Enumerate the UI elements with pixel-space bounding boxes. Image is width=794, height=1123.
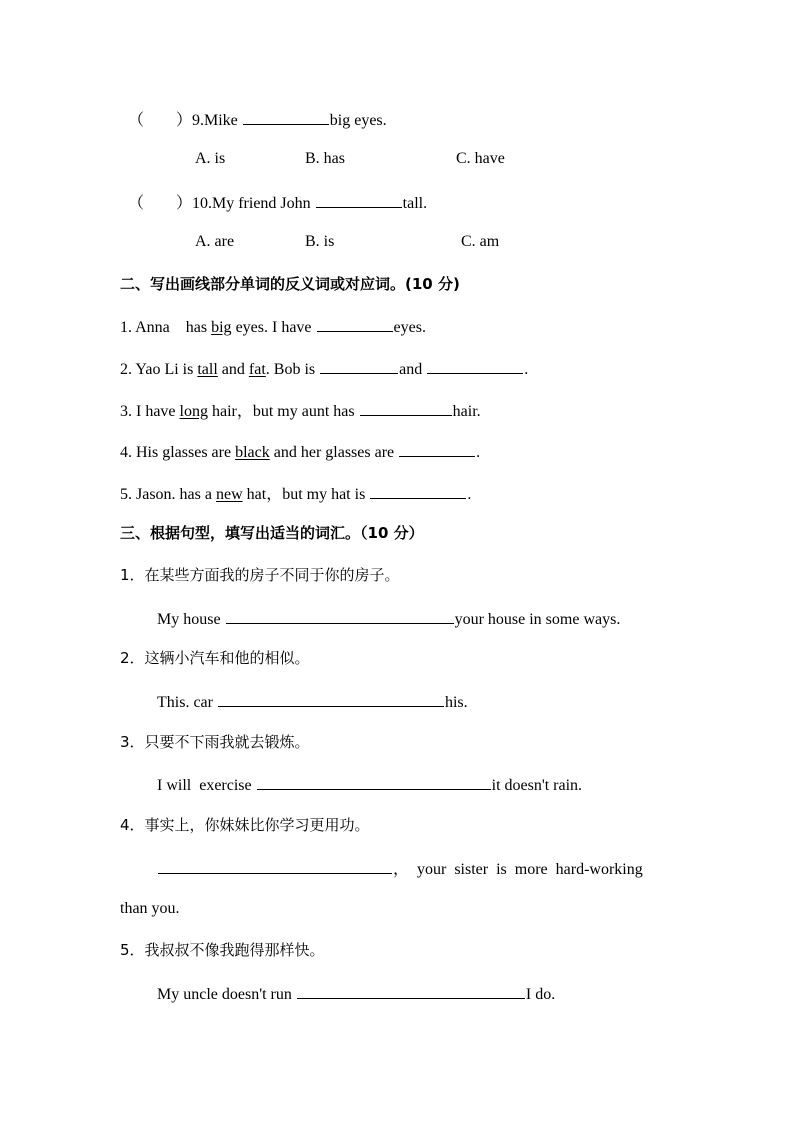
answer-blank[interactable] bbox=[243, 108, 329, 125]
question-text: big eyes. bbox=[329, 112, 387, 129]
section-2-item-3: 3. I have long hair，but my aunt has hair. bbox=[120, 399, 481, 422]
underlined-word: black bbox=[235, 444, 270, 461]
section-3-item-2-chinese: 2．这辆小汽车和他的相似。 bbox=[120, 649, 310, 667]
answer-blank[interactable] bbox=[226, 607, 454, 624]
underlined-word: new bbox=[215, 486, 243, 503]
section-2-title: 二、写出画线部分单词的反义词或对应词。(10 分) bbox=[120, 275, 460, 293]
section-3-item-3-chinese: 3．只要不下雨我就去锻炼。 bbox=[120, 733, 310, 751]
answer-blank[interactable] bbox=[316, 191, 402, 208]
answer-blank[interactable] bbox=[320, 357, 398, 374]
question-9-options bbox=[0, 149, 794, 169]
option-c: C. am bbox=[461, 233, 500, 250]
section-3-item-4-chinese: 4．事实上，你妹妹比你学习更用功。 bbox=[120, 816, 370, 834]
question-9 bbox=[128, 108, 387, 131]
underlined-word: tall bbox=[197, 361, 218, 378]
answer-blank[interactable] bbox=[317, 315, 393, 332]
section-3-item-3-english: I will exercise it doesn't rain. bbox=[157, 773, 582, 796]
section-3-item-1-english: My house your house in some ways. bbox=[157, 607, 620, 630]
section-3-item-4-english-wrap: than you. bbox=[120, 900, 180, 917]
answer-blank[interactable] bbox=[218, 690, 444, 707]
section-2-item-5: 5. Jason. has a new hat，but my hat is . bbox=[120, 482, 471, 505]
section-2-item-2: 2. Yao Li is tall and fat. Bob is and . bbox=[120, 357, 528, 380]
option-a: A. are bbox=[195, 233, 235, 250]
answer-paren: （ bbox=[128, 195, 145, 212]
section-3-item-2-english: This. car his. bbox=[157, 690, 468, 713]
option-b: B. is bbox=[305, 233, 335, 250]
section-3-item-5-english: My uncle doesn't run I do. bbox=[157, 982, 555, 1005]
option-c: C. have bbox=[456, 150, 505, 167]
question-10-options bbox=[0, 232, 794, 252]
answer-blank[interactable] bbox=[370, 482, 466, 499]
answer-blank[interactable] bbox=[360, 399, 452, 416]
option-b: B. has bbox=[305, 150, 345, 167]
question-10 bbox=[128, 191, 427, 214]
underlined-word: big bbox=[211, 319, 232, 336]
section-3-item-4-english: ， your sister is more hard-working bbox=[157, 857, 643, 880]
answer-paren: （ bbox=[128, 112, 145, 129]
section-2-item-4: 4. His glasses are black and her glasses are . bbox=[120, 440, 480, 463]
section-3-item-1-chinese: 1．在某些方面我的房子不同于你的房子。 bbox=[120, 566, 400, 584]
answer-blank[interactable] bbox=[297, 982, 525, 999]
question-text: tall. bbox=[402, 195, 428, 212]
question-number: ）10.My friend John bbox=[176, 195, 311, 212]
answer-blank[interactable] bbox=[158, 857, 392, 874]
underlined-word: fat bbox=[248, 361, 266, 378]
section-3-item-5-chinese: 5．我叔叔不像我跑得那样快。 bbox=[120, 941, 325, 959]
answer-blank[interactable] bbox=[427, 357, 523, 374]
answer-blank[interactable] bbox=[257, 773, 491, 790]
section-2-item-1: 1. Anna has big eyes. I have eyes. bbox=[120, 315, 426, 338]
answer-blank[interactable] bbox=[399, 440, 475, 457]
option-a: A. is bbox=[195, 150, 226, 167]
question-number: ）9.Mike bbox=[176, 112, 238, 129]
section-3-title: 三、根据句型，填写出适当的词汇。（10 分） bbox=[120, 524, 424, 542]
underlined-word: long bbox=[179, 403, 208, 420]
